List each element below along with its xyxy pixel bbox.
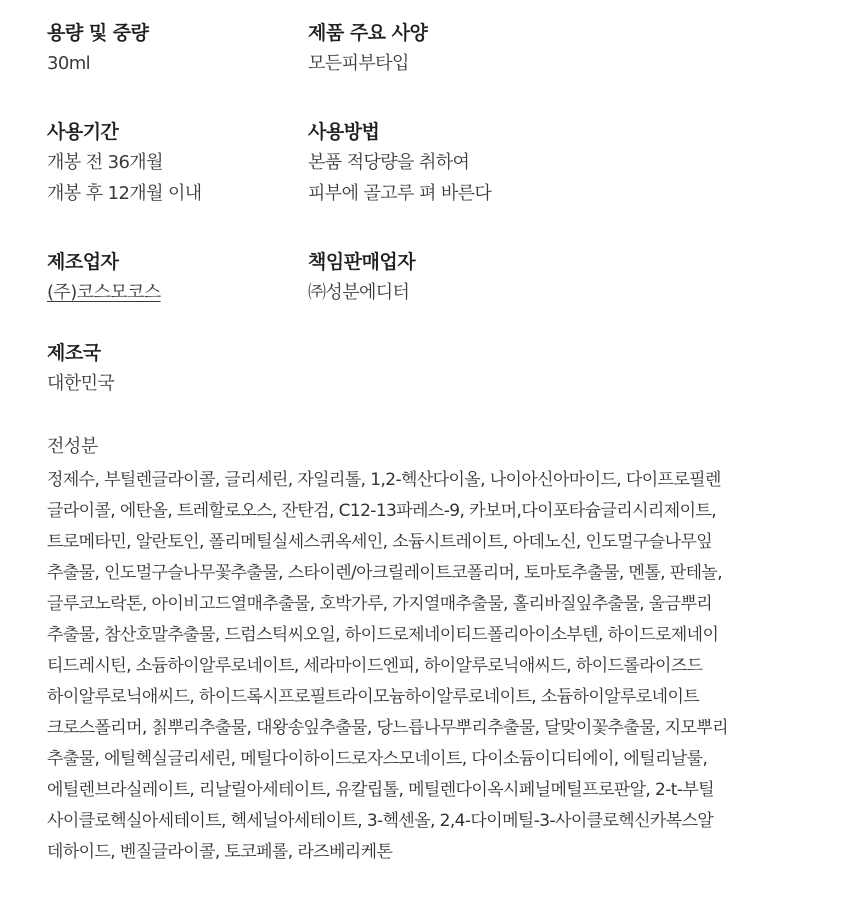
main-spec-section [308, 18, 427, 79]
ingredients-line: 글루코노락톤, 아이비고드열매추출물, 호박가루, 가지열매추출물, 홀리바질잎추출물, 울금뿌리 [47, 594, 713, 614]
usage-method-label: 사용방법 [308, 121, 380, 143]
ingredients-line: 트로메타민, 알란토인, 폴리메틸실세스퀴옥세인, 소듐시트레이트, 아데노신, 인도멀구슬나무잎 [47, 532, 713, 552]
usage-period-line: 개봉 전 36개월 [47, 152, 163, 173]
ingredients-list [47, 465, 728, 868]
main-spec-value: 모든피부타입 [308, 53, 409, 74]
ingredients-line: 추출물, 인도멀구슬나무꽃추출물, 스타이렌/아크릴레이트코폴리머, 토마토추출물, 멘톨, 판테놀, [47, 563, 723, 583]
ingredients-line: 사이클로헥실아세테이트, 헥세닐아세테이트, 3-헥센올, 2,4-다이메틸-3-사이클로헥신카복스알 [47, 811, 714, 831]
usage-method-line: 본품 적당량을 취하여 [308, 152, 470, 173]
seller-label: 책임판매업자 [308, 251, 416, 273]
ingredients-line: 글라이콜, 에탄올, 트레할로오스, 잔탄검, C12-13파레스-9, 카보머,다이포타슘글리시리제이트, [47, 501, 717, 521]
seller-value: ㈜성분에디터 [308, 282, 410, 303]
ingredients-line: 티드레시틴, 소듐하이알루로네이트, 세라마이드엔피, 하이알루로닉애씨드, 하이드롤라이즈드 [47, 656, 703, 676]
ingredients-line: 하이알루로닉애씨드, 하이드록시프로필트라이모늄하이알루로네이트, 소듐하이알루로네이트 [47, 687, 700, 707]
manufacturer-label: 제조업자 [47, 251, 119, 273]
country-value: 대한민국 [47, 373, 115, 394]
ingredients-title: 전성분 [47, 436, 98, 457]
capacity-value: 30ml [47, 53, 91, 74]
manufacturer-link[interactable]: (주)코스모코스 [47, 282, 161, 303]
manufacturer-section [47, 247, 161, 308]
ingredients-line: 크로스폴리머, 칡뿌리추출물, 대왕송잎추출물, 당느릅나무뿌리추출물, 달맞이꽃추출물, 지모뿌리 [47, 718, 728, 738]
seller-section [308, 247, 415, 308]
country-section [47, 338, 114, 399]
main-spec-label: 제품 주요 사양 [308, 22, 428, 44]
usage-period-line: 개봉 후 12개월 이내 [47, 183, 202, 204]
ingredients-section [47, 432, 728, 868]
usage-method-line: 피부에 골고루 펴 바른다 [308, 183, 492, 204]
capacity-label: 용량 및 중량 [47, 22, 149, 44]
ingredients-line: 추출물, 에틸헥실글리세린, 메틸다이하이드로자스모네이트, 다이소듐이디티에이, 에틸리날룰, [47, 749, 708, 769]
country-label: 제조국 [47, 342, 101, 364]
ingredients-line: 에틸렌브라실레이트, 리날릴아세테이트, 유칼립톨, 메틸렌다이옥시페닐메틸프로판알, 2-t-부틸 [47, 780, 715, 800]
usage-period-section [47, 117, 202, 209]
usage-period-label: 사용기간 [47, 121, 119, 143]
ingredients-line: 정제수, 부틸렌글라이콜, 글리세린, 자일리톨, 1,2-헥산다이올, 나이아신아마이드, 다이프로필렌 [47, 470, 721, 490]
capacity-section [47, 18, 149, 79]
usage-method-section [308, 117, 491, 209]
ingredients-line: 데하이드, 벤질글라이콜, 토코페롤, 라즈베리케톤 [47, 842, 393, 862]
ingredients-line: 추출물, 참산호말추출물, 드럼스틱씨오일, 하이드로제네이티드폴리아이소부텐, 하이드로제네이 [47, 625, 719, 645]
